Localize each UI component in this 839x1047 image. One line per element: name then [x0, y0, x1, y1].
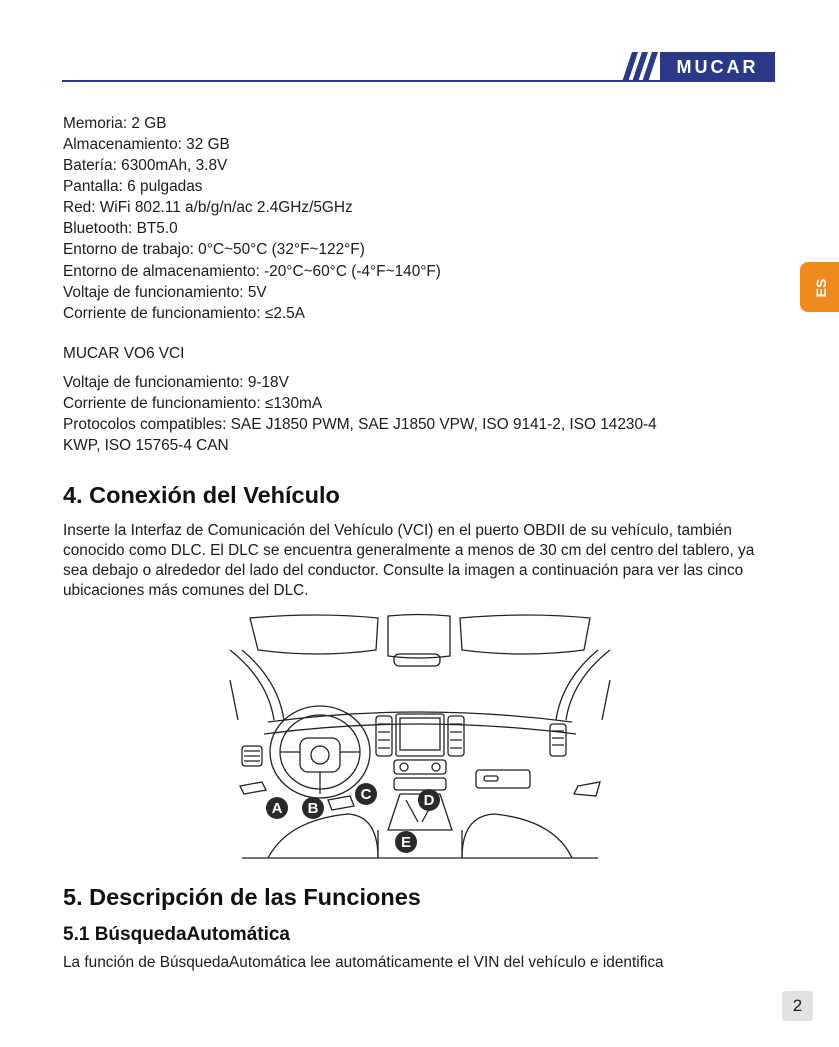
spec-line: Entorno de trabajo: 0°C~50°C (32°F~122°F) — [63, 241, 365, 258]
spec-line: Pantalla: 6 pulgadas — [63, 178, 203, 195]
spec-line: Bluetooth: BT5.0 — [63, 220, 178, 237]
spec-line: Memoria: 2 GB — [63, 115, 167, 132]
dlc-marker-c — [355, 783, 377, 805]
dlc-marker-a-label: A — [271, 800, 283, 817]
spec-line: Batería: 6300mAh, 3.8V — [63, 157, 228, 174]
spec-line: Voltaje de funcionamiento: 5V — [63, 284, 267, 301]
section-paragraph: La función de BúsquedaAutomática lee automáticamente el VIN del vehículo e identifica — [63, 954, 664, 971]
vci-spec-line: Protocolos compatibles: SAE J1850 PWM, SAE J1850 VPW, ISO 9141-2, ISO 14230-4 — [63, 416, 657, 433]
brand-stripes-icon — [612, 52, 662, 82]
brand-logo — [660, 52, 775, 82]
brand-logo-text: MUCAR — [676, 57, 759, 77]
spec-line: Entorno de almacenamiento: -20°C~60°C (-4°F~140°F) — [63, 263, 441, 280]
section-heading: 5. Descripción de las Funciones — [63, 884, 421, 910]
language-tab[interactable] — [800, 262, 839, 312]
spec-line: Red: WiFi 802.11 a/b/g/n/ac 2.4GHz/5GHz — [63, 199, 353, 216]
section-heading: 4. Conexión del Vehículo — [63, 482, 340, 508]
dlc-marker-a — [266, 797, 288, 819]
section-paragraph: Inserte la Interfaz de Comunicación del Vehículo (VCI) en el puerto OBDII de su vehículo, también conocido como DLC. El DLC se encuentra generalmente a menos de 30 cm del centro del tablero, ya sea debajo o alrededor del lado del conductor. Consulte la imagen a continuación para ver las cinco ubicaciones más comunes del DLC. — [63, 522, 755, 599]
spec-line: Corriente de funcionamiento: ≤2.5A — [63, 305, 306, 322]
dlc-marker-e — [395, 831, 417, 853]
dlc-marker-b-label: B — [307, 800, 319, 817]
dlc-marker-b — [302, 797, 324, 819]
vci-title: MUCAR VO6 VCI — [63, 345, 185, 362]
vci-spec-line: KWP, ISO 15765-4 CAN — [63, 437, 229, 454]
dlc-marker-e-label: E — [400, 834, 412, 851]
dashboard-dlc-illustration — [228, 610, 612, 860]
subsection-heading: 5.1 BúsquedaAutomática — [63, 924, 290, 945]
page-number: 2 — [782, 991, 813, 1021]
dlc-marker-d — [418, 789, 440, 811]
language-tab-label: ES — [813, 278, 829, 298]
dlc-marker-c-label: C — [360, 786, 372, 803]
vci-spec-line: Corriente de funcionamiento: ≤130mA — [63, 395, 323, 412]
spec-line: Almacenamiento: 32 GB — [63, 136, 230, 153]
vci-spec-line: Voltaje de funcionamiento: 9-18V — [63, 374, 289, 391]
dlc-marker-d-label: D — [423, 792, 435, 809]
